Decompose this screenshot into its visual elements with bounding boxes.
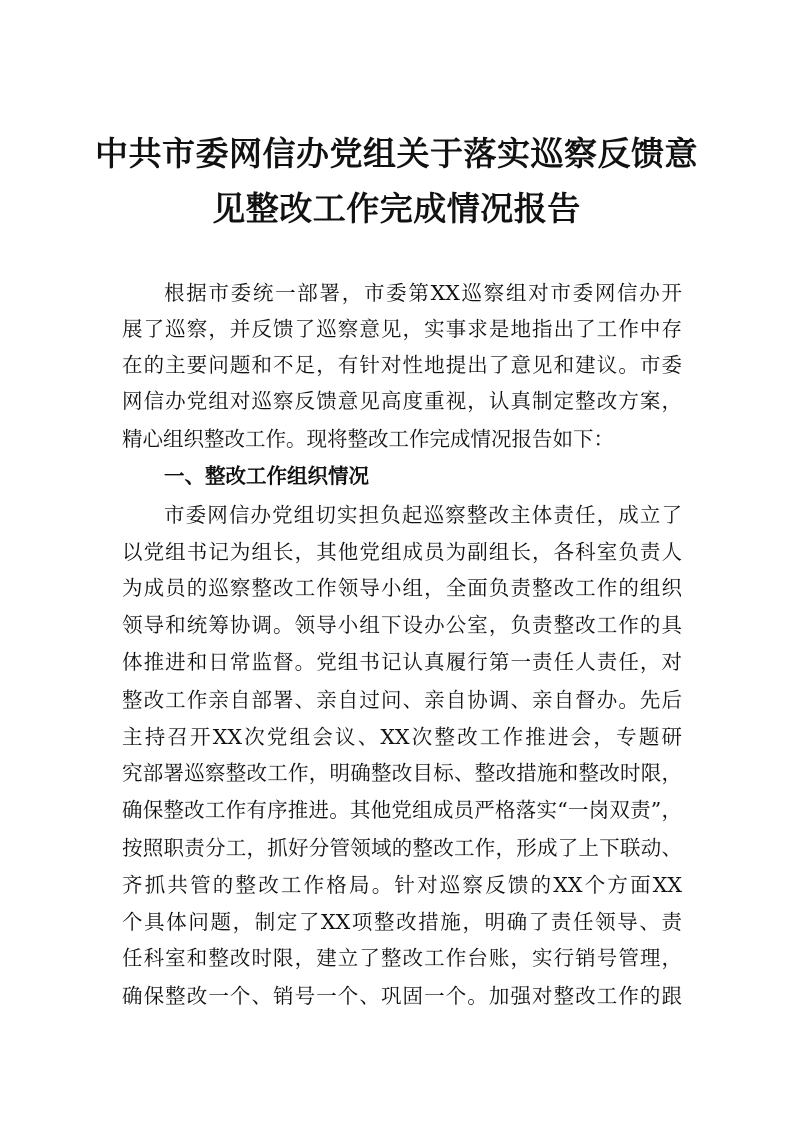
body-line: 任科室和整改时限，建立了整改工作台账，实行销号管理，: [122, 946, 682, 970]
body-line: 确保整改工作有序推进。其他党组成员严格落实“一岗双责”，: [122, 798, 682, 822]
document-title-line-2: 见整改工作完成情况报告: [212, 189, 581, 228]
body-line: 个具体问题，制定了XX项整改措施，明确了责任领导、责: [122, 910, 682, 934]
body-line: 为成员的巡察整改工作领导小组，全面负责整改工作的组织: [122, 576, 682, 600]
body-line: 主持召开XX次党组会议、XX次整改工作推进会，专题研: [122, 725, 682, 749]
body-line: 体推进和日常监督。党组书记认真履行第一责任人责任，对: [122, 650, 682, 674]
body-line: 在的主要问题和不足，有针对性地提出了意见和建议。市委: [122, 353, 682, 377]
body-line: 精心组织整改工作。现将整改工作完成情况报告如下：: [122, 427, 614, 451]
body-line: 领导和统筹协调。领导小组下设办公室，负责整改工作的具: [122, 613, 682, 637]
body-line: 网信办党组对巡察反馈意见高度重视，认真制定整改方案，: [122, 389, 682, 413]
body-line: 以党组书记为组长，其他党组成员为副组长，各科室负责人: [122, 540, 682, 564]
body-line: 确保整改一个、销号一个、巩固一个。加强对整改工作的跟: [122, 984, 682, 1008]
body-line: 究部署巡察整改工作，明确整改目标、整改措施和整改时限，: [122, 761, 682, 785]
body-line: 齐抓共管的整改工作格局。针对巡察反馈的XX个方面XX: [122, 873, 682, 897]
body-line: 按照职责分工，抓好分管领域的整改工作，形成了上下联动、: [122, 836, 682, 860]
section-heading: 一、整改工作组织情况: [164, 464, 369, 488]
body-line: 展了巡察，并反馈了巡察意见，实事求是地指出了工作中存: [122, 317, 682, 341]
body-line: 整改工作亲自部署、亲自过问、亲自协调、亲自督办。先后: [122, 688, 682, 712]
document-title-line-1: 中共市委网信办党组关于落实巡察反馈意: [95, 134, 698, 173]
body-line: 市委网信办党组切实担负起巡察整改主体责任，成立了: [164, 503, 682, 527]
body-line: 根据市委统一部署，市委第XX巡察组对市委网信办开: [164, 281, 682, 305]
